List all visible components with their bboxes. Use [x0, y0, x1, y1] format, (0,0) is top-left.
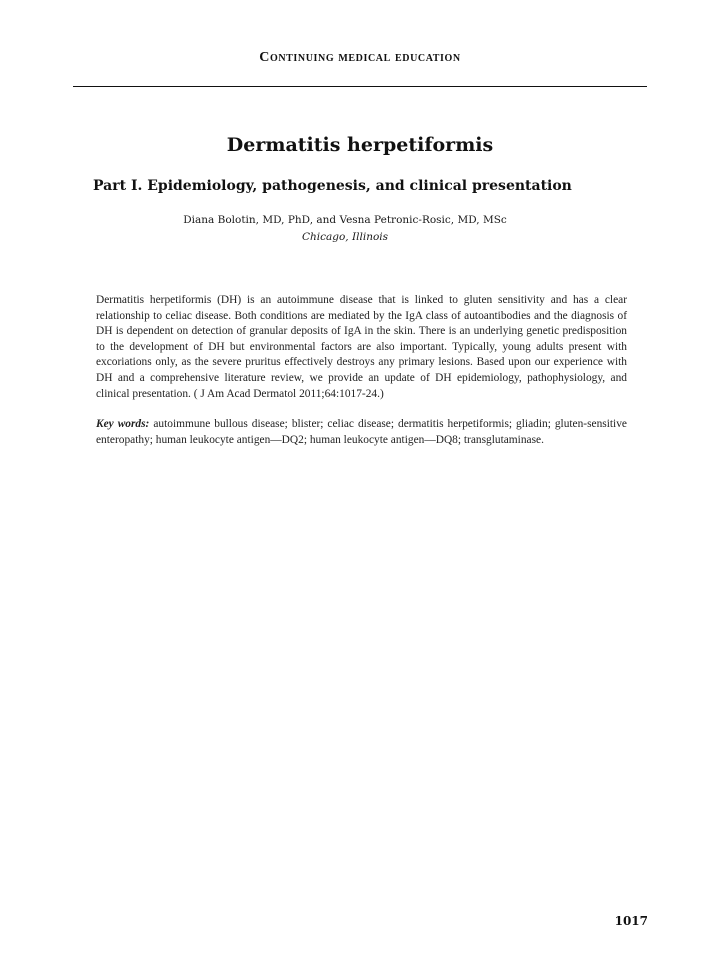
article-subtitle: Part I. Epidemiology, pathogenesis, and clinical presentation: [93, 178, 572, 194]
header-rule: [73, 86, 647, 87]
keywords-label: Key words:: [96, 418, 150, 431]
article-title: Dermatitis herpetiformis: [226, 134, 494, 156]
abstract: [96, 293, 627, 448]
author-list: Diana Bolotin, MD, PhD, and Vesna Petronic-Rosic, MD, MSc: [183, 214, 507, 226]
page-number: 1017: [614, 914, 648, 928]
keywords: [96, 417, 627, 448]
author-location: Chicago, Illinois: [301, 231, 389, 243]
section-label: Continuing medical education: [259, 50, 461, 65]
keywords-text: autoimmune bullous disease; blister; celiac disease; dermatitis herpetiformis; gliadin; gluten-sensitive enteropathy; human leukocyte antigen—DQ2; human leukocyte antigen—DQ8; transglutaminase.: [96, 418, 627, 446]
abstract-text: Dermatitis herpetiformis (DH) is an autoimmune disease that is linked to gluten sensitivity and has a clear relationship to celiac disease. Both conditions are mediated by the IgA class of autoantibodies and the diagnosis of DH is dependent on detection of granular deposits of IgA in the skin. There is an underlying genetic predisposition to the development of DH but environmental factors are also important. Typically, young adults present with excoriations only, as the severe pruritus effectively destroys any primary lesions. Based upon our experience with DH and a comprehensive literature review, we provide an update of DH epidemiology, pathophysiology, and clinical presentation. ( J Am Acad Dermatol 2011;64:1017-24.): [96, 294, 627, 400]
